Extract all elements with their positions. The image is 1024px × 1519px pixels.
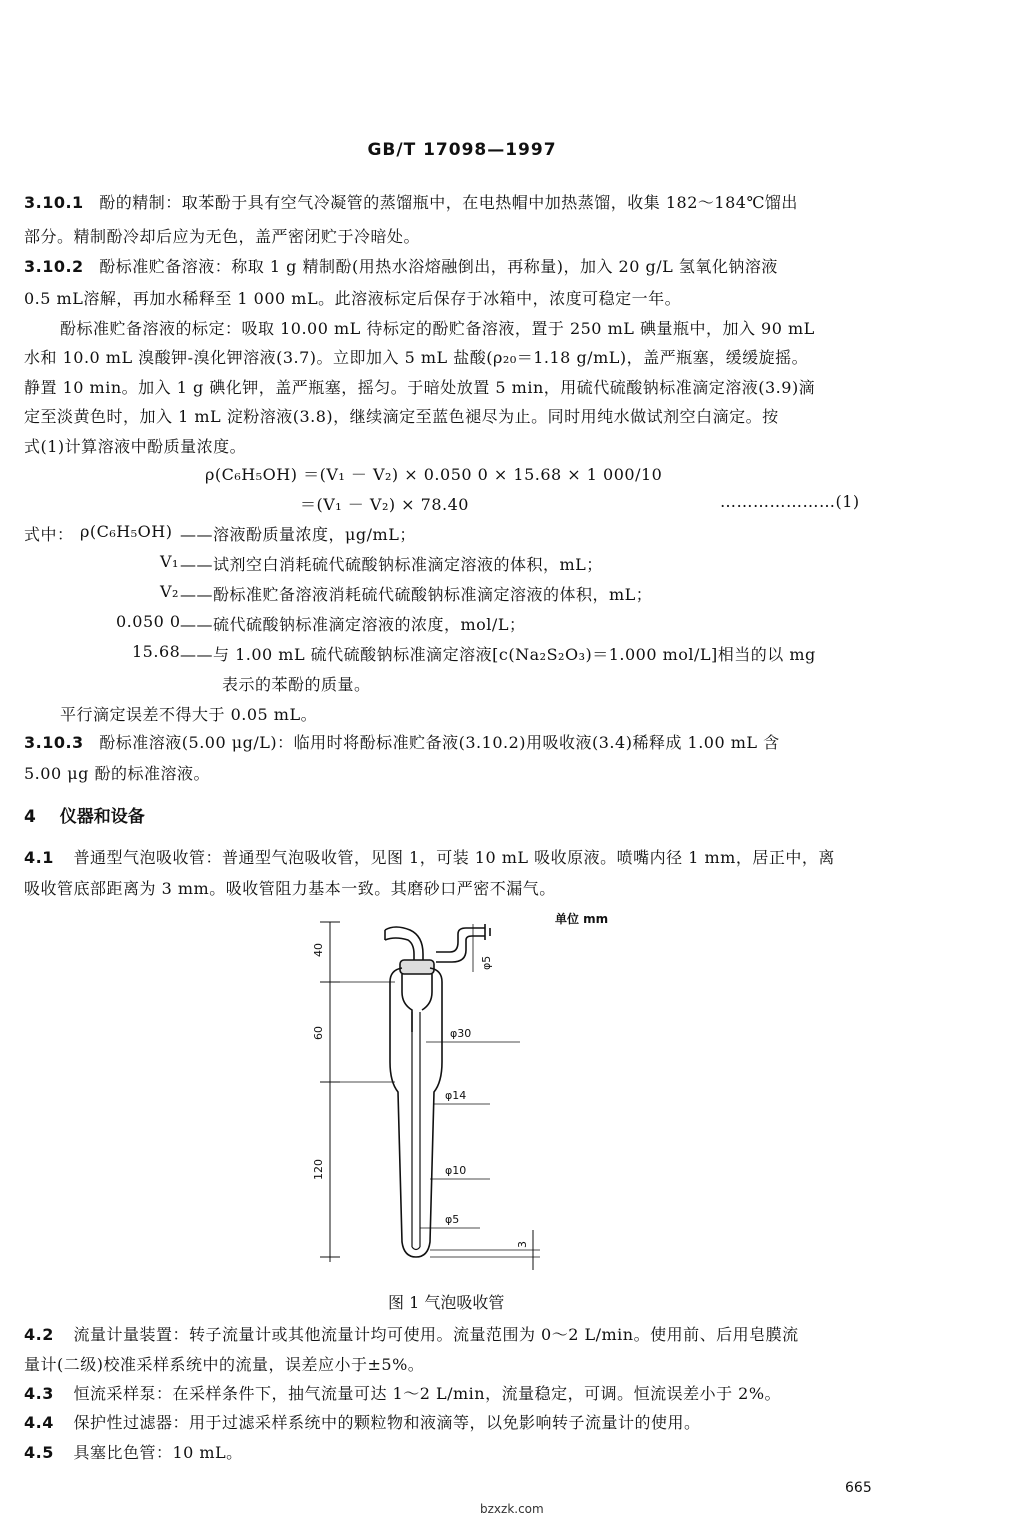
section-text: 酚标准溶液(5.00 μg/L)：临用时将酚标准贮备液(3.10.2)用吸收液(3.4)稀释成 1.00 mL 含 <box>99 733 780 752</box>
calibration-para-line1: 酚标准贮备溶液的标定：吸取 10.00 mL 待标定的酚贮备溶液，置于 250 mL 碘量瓶中，加入 90 mL <box>60 319 815 338</box>
section-4-4 <box>24 1410 700 1433</box>
section-3-10-3-line1 <box>24 730 780 753</box>
bubble-absorption-tube-diagram <box>290 912 560 1280</box>
section-text: 保护性过滤器：用于过滤采样系统中的颗粒物和液滴等，以免影响转子流量计的使用。 <box>73 1413 701 1432</box>
figure-caption: 图 1 气泡吸收管 <box>388 1293 505 1312</box>
calibration-para-line3: 静置 10 min。加入 1 g 碘化钾，盖严瓶塞，摇匀。于暗处放置 5 min，用硫代硫酸钠标准滴定溶液(3.9)滴 <box>24 378 816 397</box>
def3-symbol: V₂ <box>160 582 179 601</box>
where-label: 式中： <box>24 525 74 544</box>
calibration-para-line5: 式(1)计算溶液中酚质量浓度。 <box>24 437 247 456</box>
def4-text: ——硫代硫酸钠标准滴定溶液的浓度，mol/L； <box>180 615 526 634</box>
dim-d5-bottom: φ5 <box>445 1213 460 1226</box>
section-4-2-line2: 量计(二级)校准采样系统中的流量，误差应小于±5%。 <box>24 1355 425 1374</box>
section-number: 3.10.2 <box>24 257 84 276</box>
tolerance-note: 平行滴定误差不得大于 0.05 mL。 <box>60 705 318 724</box>
def1-text: ——溶液酚质量浓度，μg/mL； <box>180 525 416 544</box>
footer-watermark: bzxzk.com <box>480 1502 544 1516</box>
section-3-10-2-line2: 0.5 mL溶解，再加水稀释至 1 000 mL。此溶液标定后保存于冰箱中，浓度可稳定一年。 <box>24 289 682 308</box>
def3-text: ——酚标准贮备溶液消耗硫代硫酸钠标准滴定溶液的体积，mL； <box>180 585 653 604</box>
def5-text: ——与 1.00 mL 硫代硫酸钠标准滴定溶液[c(Na₂S₂O₃)＝1.000 mol/L]相当的以 mg <box>180 645 816 664</box>
figure-unit-label: 单位 mm <box>555 912 609 926</box>
section-text: 恒流采样泵：在采样条件下，抽气流量可达 1～2 L/min，流量稳定，可调。恒流误差小于 2%。 <box>73 1384 782 1403</box>
section-3-10-1-line2: 部分。精制酚冷却后应为无色，盖严密闭贮于冷暗处。 <box>24 227 421 246</box>
def5-symbol: 15.68 <box>132 642 181 661</box>
def2-text: ——试剂空白消耗硫代硫酸钠标准滴定溶液的体积，mL； <box>180 555 603 574</box>
section-4-1-line1 <box>24 845 835 868</box>
page-number: 665 <box>845 1480 872 1496</box>
section-4-2-line1 <box>24 1322 799 1345</box>
dim-d5-top: φ5 <box>480 955 493 970</box>
dim-60: 60 <box>312 1026 325 1040</box>
def4-symbol: 0.050 0 <box>116 612 181 631</box>
dim-d14: φ14 <box>445 1089 467 1102</box>
section-3-10-2-line1 <box>24 254 778 277</box>
section-3-10-1-line1 <box>24 190 798 213</box>
dim-120: 120 <box>312 1159 325 1180</box>
section-number: 4.3 <box>24 1384 54 1403</box>
section-4-1-line2: 吸收管底部距离为 3 mm。吸收管阻力基本一致。其磨砂口严密不漏气。 <box>24 879 556 898</box>
section-text: 普通型气泡吸收管：普通型气泡吸收管，见图 1，可装 10 mL 吸收原液。喷嘴内径 1 mm，居正中，离 <box>73 848 835 867</box>
section-number: 4.1 <box>24 848 54 867</box>
formula-line2: ＝(V₁ － V₂) × 78.40 <box>300 495 469 514</box>
calibration-para-line4: 定至淡黄色时，加入 1 mL 淀粉溶液(3.8)，继续滴定至蓝色褪尽为止。同时用纯水做试剂空白滴定。按 <box>24 407 779 426</box>
section-3-10-3-line2: 5.00 μg 酚的标准溶液。 <box>24 764 210 783</box>
section-text: 具塞比色管：10 mL。 <box>73 1443 243 1462</box>
standard-header: GB/T 17098—1997 <box>367 140 557 160</box>
section-text: 酚的精制：取苯酚于具有空气冷凝管的蒸馏瓶中，在电热帽中加热蒸馏，收集 182～184℃馏出 <box>99 193 798 212</box>
section-text: 酚标准贮备溶液：称取 1 g 精制酚(用热水浴熔融倒出，再称量)，加入 20 g/L 氢氧化钠溶液 <box>99 257 778 276</box>
chapter-number: 4 <box>24 807 36 827</box>
def2-symbol: V₁ <box>160 552 179 571</box>
section-text: 流量计量装置：转子流量计或其他流量计均可使用。流量范围为 0～2 L/min。使用前、后用皂膜流 <box>73 1325 799 1344</box>
dim-40: 40 <box>312 943 325 957</box>
section-4-3 <box>24 1381 781 1404</box>
formula-number: …………………(1) <box>720 492 860 511</box>
chapter-title: 仪器和设备 <box>59 807 145 827</box>
section-number: 4.4 <box>24 1413 54 1432</box>
section-number: 4.5 <box>24 1443 54 1462</box>
chapter-4-heading <box>24 802 145 827</box>
dim-3: 3 <box>516 1241 529 1248</box>
def1-symbol: ρ(C₆H₅OH) <box>80 522 173 541</box>
calibration-para-line2: 水和 10.0 mL 溴酸钾-溴化钾溶液(3.7)。立即加入 5 mL 盐酸(ρ₂₀＝1.18 g/mL)，盖严瓶塞，缓缓旋摇。 <box>24 348 809 367</box>
section-number: 4.2 <box>24 1325 54 1344</box>
section-4-5 <box>24 1440 243 1463</box>
dim-d30: φ30 <box>450 1027 472 1040</box>
section-number: 3.10.1 <box>24 193 84 212</box>
section-number: 3.10.3 <box>24 733 84 752</box>
formula-line1: ρ(C₆H₅OH) ＝(V₁ － V₂) × 0.050 0 × 15.68 × 1 000/10 <box>205 465 663 484</box>
dim-d10: φ10 <box>445 1164 467 1177</box>
def5-continuation: 表示的苯酚的质量。 <box>222 675 371 694</box>
